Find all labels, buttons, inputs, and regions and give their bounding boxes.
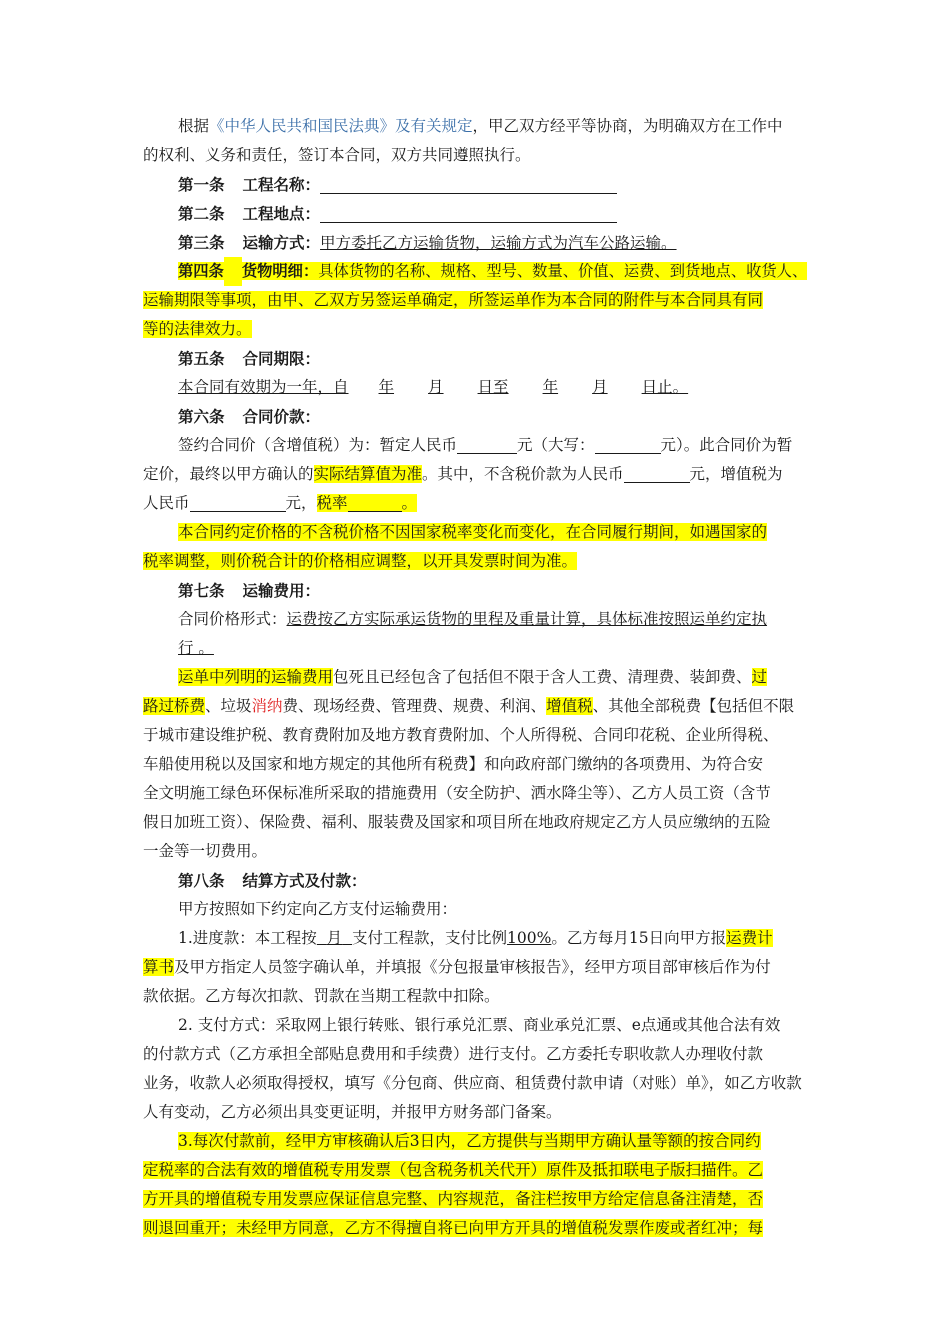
article-title: 货物明细： [241, 262, 319, 280]
settlement-intro [143, 895, 807, 924]
disposal-red-text: 消纳 [251, 697, 283, 715]
article-8 [143, 866, 807, 895]
waybill-fee-highlight: 运单中列明的运输费用 [178, 668, 334, 686]
tax-rate-blank [348, 493, 402, 512]
payment-cycle: 月 [326, 929, 343, 947]
invoice-clause: 3.每次付款前，经甲方审核确认后3日内，乙方提供与当期甲方确认量等额的按合同约 [178, 1132, 761, 1150]
article-4-line-2 [143, 286, 807, 315]
tax-rate-clause: 本合同约定价格的不含税价格不因国家税率变化而变化，在合同履行期间，如遇国家的 [178, 523, 768, 541]
price-text: 。其中，不含税价款为人民币 [422, 465, 624, 483]
invoice-clause-line-3 [143, 1185, 807, 1214]
invoice-clause: 则退回重开；未经甲方同意，乙方不得擅自将已向甲方开具的增值税发票作废或者红冲；每 [143, 1219, 764, 1237]
payment-method-text: 人有变动，乙方必须出具变更证明，并报甲方财务部门备案。 [143, 1103, 562, 1121]
tax-rate-clause: 税率调整，则价税合计的价格相应调整，以开具发票时间为准。 [143, 552, 578, 570]
price-form-text: 运费按乙方实际承运货物的里程及重量计算，具体标准按照运单约定执 [286, 610, 768, 628]
article-label: 第二条 [178, 204, 225, 223]
fee-text: 、其他全部税费【包括但不限 [592, 697, 795, 715]
payment-method-line-1 [143, 1011, 807, 1040]
progress-payment-line-2 [143, 953, 807, 982]
payment-method-line-2 [143, 1040, 807, 1069]
article-7 [143, 576, 807, 605]
price-form-text: 行 。 [178, 639, 214, 657]
article-title: 结算方式及付款： [242, 871, 367, 890]
contract-body [143, 112, 807, 1243]
contract-price-line-3 [143, 489, 807, 518]
payment-method-text: 2. 支付方式：采取网上银行转账、银行承兑汇票、商业承兑汇票、e点通或其他合法有效 [178, 1016, 781, 1034]
progress-text: 1.进度款：本工程按 [178, 929, 317, 947]
fee-text: 假日加班工资）、保险费、福利、服装费及国家和项目所在地政府规定乙方人员应缴纳的五险 [143, 813, 771, 831]
fee-text: 车船使用税以及国家和地方规定的其他所有税费】和向政府部门缴纳的各项费用、为符合安 [143, 755, 764, 773]
fee-text: 一金等一切费用。 [143, 842, 268, 860]
progress-payment-line-3 [143, 982, 807, 1011]
transport-mode-text: 甲方委托乙方运输货物，运输方式为汽车公路运输。 [320, 234, 677, 252]
project-location-blank [320, 204, 617, 223]
price-text: 元（大写： [517, 436, 595, 454]
article-title: 运输方式： [242, 233, 321, 252]
tax-rate-highlight: 税率 。 [316, 494, 418, 512]
intro-line-2 [143, 141, 807, 170]
final-settlement-highlight: 实际结算值为准 [313, 465, 423, 483]
contract-price-line-1 [143, 431, 807, 460]
intro-text: ，甲乙双方经平等协商，为明确双方在工作中 [472, 117, 783, 135]
article-4-line-3 [143, 315, 807, 344]
fee-text: 、垃圾 [205, 697, 252, 715]
transport-fee-line-1 [143, 663, 807, 692]
article-label: 第七条 [178, 581, 225, 600]
payment-method-text: 的付款方式（乙方承担全部贴息费用和手续费）进行支付。乙方委托专职收款人办理收付款 [143, 1045, 764, 1063]
transport-fee-line-6 [143, 808, 807, 837]
contract-term-text: 本合同有效期为一年，自 年 月 日至 年 月 日止。 [178, 378, 689, 396]
project-name-blank [320, 175, 617, 194]
freight-calc-highlight: 算书 [143, 958, 175, 976]
article-title: 合同价款： [242, 407, 321, 426]
intro-text: 根据 [178, 117, 210, 135]
progress-text: 。乙方每月15日向甲方报 [551, 929, 727, 947]
vat-amount-blank [190, 493, 286, 512]
intro-line-1 [143, 112, 807, 141]
tax-rate-clause-line-1 [143, 518, 807, 547]
toll-fee-highlight: 路过桥费 [143, 697, 206, 715]
article-label: 第六条 [178, 407, 225, 426]
invoice-clause: 方开具的增值税专用发票应保证信息完整、内容规范，备注栏按甲方给定信息备注清楚，否 [143, 1190, 764, 1208]
price-text: 元， [285, 494, 317, 512]
article-3 [143, 228, 807, 257]
transport-fee-line-4 [143, 750, 807, 779]
settlement-intro-text: 甲方按照如下约定向乙方支付运输费用： [178, 900, 458, 918]
payment-method-line-4 [143, 1098, 807, 1127]
payment-method-line-3 [143, 1069, 807, 1098]
amount-blank [457, 435, 517, 454]
price-form-label: 合同价格形式： [178, 610, 287, 628]
contract-price-line-2 [143, 460, 807, 489]
article-label: 第八条 [178, 871, 225, 890]
article-title: 工程地点： [242, 204, 321, 223]
fee-text: 全文明施工绿色环保标准所采取的措施费用（安全防护、洒水降尘等）、乙方人员工资（含节 [143, 784, 771, 802]
progress-text: 支付工程款，支付比例 [352, 929, 508, 947]
transport-fee-line-7 [143, 837, 807, 866]
article-title: 运输费用： [242, 581, 321, 600]
article-2 [143, 199, 807, 228]
price-text: 元，增值税为 [689, 465, 783, 483]
article-1 [143, 170, 807, 199]
goods-detail-text: 运输期限等事项，由甲、乙双方另签运单确定，所签运单作为本合同的附件与本合同具有同 [143, 291, 764, 309]
tax-rate-clause-line-2 [143, 547, 807, 576]
price-text: 签约合同价（含增值税）为：暂定人民币 [178, 436, 458, 454]
article-title: 工程名称： [242, 175, 321, 194]
civil-code-reference: 《中华人民共和国民法典》及有关规定 [209, 117, 473, 135]
price-form-line-1 [143, 605, 807, 634]
article-6 [143, 402, 807, 431]
price-text: 人民币 [143, 494, 190, 512]
progress-text: 款依据。乙方每次扣款、罚款在当期工程款中扣除。 [143, 987, 500, 1005]
article-title: 合同期限： [242, 349, 321, 368]
fee-text: 费、现场经费、管理费、规费、利润、 [282, 697, 547, 715]
pretax-amount-blank [624, 464, 690, 483]
payment-ratio: 100% [507, 929, 552, 947]
price-form-line-2 [143, 634, 807, 663]
invoice-clause-line-1 [143, 1127, 807, 1156]
goods-detail-text: 具体货物的名称、规格、型号、数量、价值、运费、到货地点、收货人、 [318, 262, 808, 280]
intro-text: 的权利、义务和责任，签订本合同，双方共同遵照执行。 [143, 146, 531, 164]
progress-text: 及甲方指定人员签字确认单，并填报《分包报量审核报告》，经甲方项目部审核后作为付 [174, 958, 771, 976]
transport-fee-line-2 [143, 692, 807, 721]
price-text: 定价，最终以甲方确认的 [143, 465, 314, 483]
fee-text: 于城市建设维护税、教育费附加及地方教育费附加、个人所得税、合同印花税、企业所得税、 [143, 726, 779, 744]
article-label: 第一条 [178, 175, 225, 194]
payment-method-text: 业务，收款人必须取得授权，填写《分包商、供应商、租赁费付款申请（对账）单》，如乙方收款 [143, 1074, 802, 1092]
goods-detail-text: 等的法律效力。 [143, 320, 252, 338]
article-label: 第五条 [178, 349, 225, 368]
article-label: 第三条 [178, 233, 225, 252]
invoice-clause-line-4 [143, 1214, 807, 1243]
toll-fee-highlight: 过 [751, 668, 768, 686]
amount-words-blank [595, 435, 661, 454]
invoice-clause-line-2 [143, 1156, 807, 1185]
article-5 [143, 344, 807, 373]
contract-term-line [143, 373, 807, 402]
transport-fee-line-5 [143, 779, 807, 808]
price-text: 元）。此合同价为暂 [660, 436, 793, 454]
invoice-clause: 定税率的合法有效的增值税专用发票（包含税务机关代开）原件及抵扣联电子版扫描件。乙 [143, 1161, 764, 1179]
progress-payment-line-1 [143, 924, 807, 953]
fee-text: 包死且已经包含了包括但不限于含人工费、清理费、装卸费、 [333, 668, 752, 686]
article-4 [143, 257, 807, 286]
vat-highlight: 增值税 [546, 697, 593, 715]
transport-fee-line-3 [143, 721, 807, 750]
article-label: 第四条 [178, 262, 224, 280]
freight-calc-highlight: 运费计 [726, 929, 773, 947]
